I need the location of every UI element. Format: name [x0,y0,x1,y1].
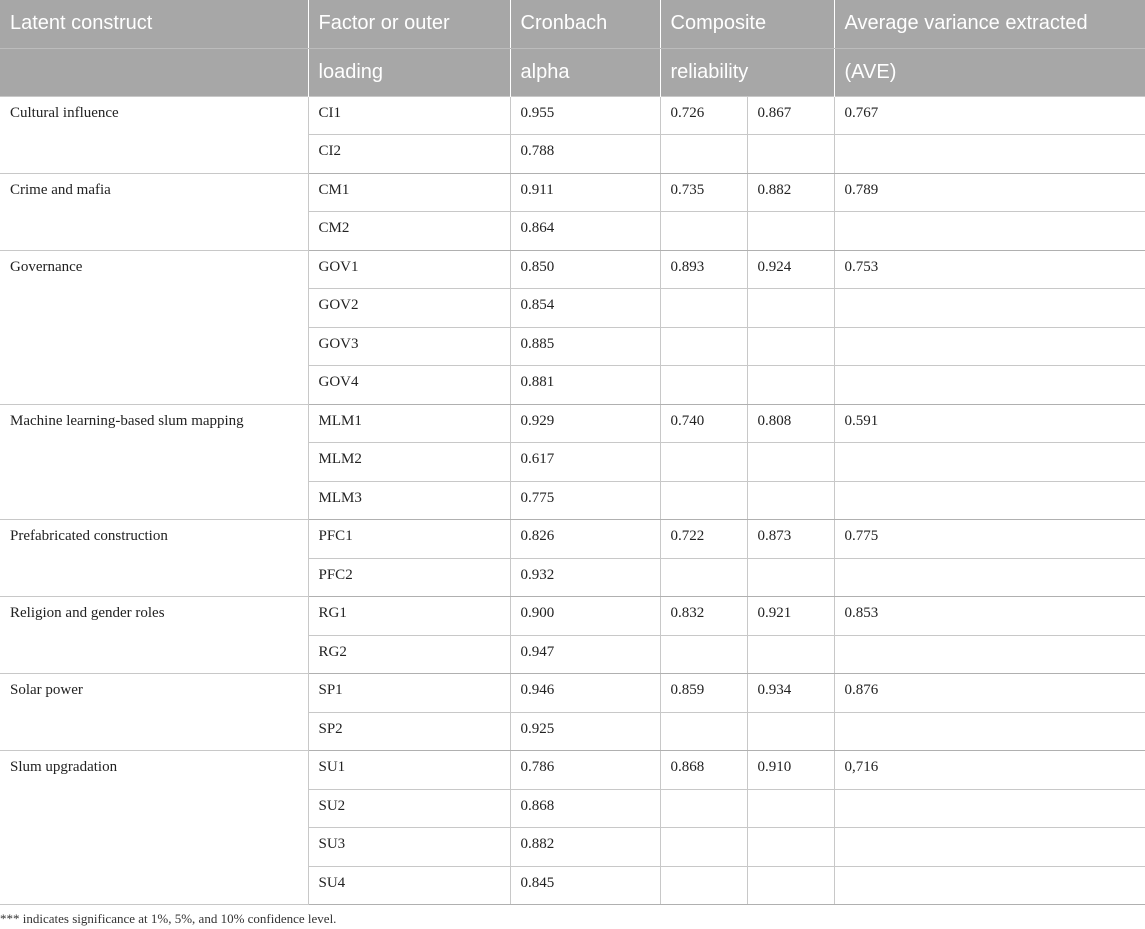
item-cell: SU3 [308,828,510,867]
alpha-cell [660,481,747,520]
composite-reliability-cell [747,212,834,251]
loading-cell: 0.900 [510,597,660,636]
header-row-1 [0,0,1145,48]
ave-cell [834,712,1145,751]
header-latent-construct: Latent construct [0,0,308,48]
ave-cell: 0.853 [834,597,1145,636]
ave-cell [834,558,1145,597]
ave-cell: 0.767 [834,96,1145,135]
composite-reliability-cell: 0.873 [747,520,834,559]
alpha-cell [660,212,747,251]
ave-cell [834,289,1145,328]
construct-cell: Crime and mafia [0,173,308,250]
ave-cell [834,635,1145,674]
composite-reliability-cell: 0.924 [747,250,834,289]
composite-reliability-cell [747,635,834,674]
ave-cell [834,481,1145,520]
header-row-2 [0,48,1145,96]
alpha-cell [660,135,747,174]
table-row [0,250,1145,289]
item-cell: CI1 [308,96,510,135]
alpha-cell: 0.893 [660,250,747,289]
composite-reliability-cell [747,558,834,597]
table-row [0,597,1145,636]
alpha-cell [660,635,747,674]
loading-cell: 0.955 [510,96,660,135]
composite-reliability-cell [747,135,834,174]
alpha-cell [660,828,747,867]
ave-cell: 0.591 [834,404,1145,443]
alpha-cell [660,443,747,482]
composite-reliability-cell [747,828,834,867]
ave-cell [834,327,1145,366]
alpha-cell [660,327,747,366]
item-cell: PFC2 [308,558,510,597]
header-cronbach-alpha: Cronbach [510,0,660,48]
header-cronbach-alpha-cont: alpha [510,48,660,96]
item-cell: SU1 [308,751,510,790]
ave-cell [834,828,1145,867]
item-cell: GOV3 [308,327,510,366]
item-cell: SU2 [308,789,510,828]
loading-cell: 0.947 [510,635,660,674]
ave-cell [834,212,1145,251]
composite-reliability-cell: 0.867 [747,96,834,135]
alpha-cell [660,289,747,328]
header-factor-loading-cont: loading [308,48,510,96]
alpha-cell [660,866,747,905]
loading-cell: 0.946 [510,674,660,713]
alpha-cell [660,366,747,405]
loading-cell: 0.929 [510,404,660,443]
ave-cell: 0.789 [834,173,1145,212]
construct-cell: Religion and gender roles [0,597,308,674]
alpha-cell [660,712,747,751]
item-cell: GOV4 [308,366,510,405]
construct-cell: Machine learning-based slum mapping [0,404,308,520]
loading-cell: 0.885 [510,327,660,366]
item-cell: RG1 [308,597,510,636]
loading-cell: 0.925 [510,712,660,751]
composite-reliability-cell: 0.882 [747,173,834,212]
table-header [0,0,1145,96]
loading-cell: 0.932 [510,558,660,597]
alpha-cell: 0.859 [660,674,747,713]
loading-cell: 0.881 [510,366,660,405]
composite-reliability-cell [747,327,834,366]
item-cell: SP1 [308,674,510,713]
loading-cell: 0.882 [510,828,660,867]
header-ave-cont: (AVE) [834,48,1145,96]
loading-cell: 0.850 [510,250,660,289]
table-row [0,173,1145,212]
item-cell: GOV2 [308,289,510,328]
table-row [0,674,1145,713]
ave-cell [834,443,1145,482]
item-cell: PFC1 [308,520,510,559]
alpha-cell: 0.868 [660,751,747,790]
ave-cell: 0.876 [834,674,1145,713]
construct-cell: Governance [0,250,308,404]
construct-cell: Solar power [0,674,308,751]
ave-cell [834,789,1145,828]
table-row [0,751,1145,790]
composite-reliability-cell [747,712,834,751]
item-cell: SP2 [308,712,510,751]
item-cell: SU4 [308,866,510,905]
loading-cell: 0.788 [510,135,660,174]
composite-reliability-cell [747,366,834,405]
item-cell: MLM1 [308,404,510,443]
composite-reliability-cell [747,289,834,328]
construct-cell: Cultural influence [0,96,308,173]
alpha-cell: 0.735 [660,173,747,212]
construct-cell: Slum upgradation [0,751,308,905]
loading-cell: 0.786 [510,751,660,790]
table-row [0,404,1145,443]
alpha-cell: 0.726 [660,96,747,135]
header-composite-reliability: Composite [660,0,834,48]
ave-cell [834,366,1145,405]
composite-reliability-cell [747,443,834,482]
loading-cell: 0.617 [510,443,660,482]
alpha-cell [660,558,747,597]
composite-reliability-cell: 0.910 [747,751,834,790]
loading-cell: 0.826 [510,520,660,559]
alpha-cell: 0.722 [660,520,747,559]
table-body [0,96,1145,905]
composite-reliability-cell: 0.808 [747,404,834,443]
ave-cell: 0,716 [834,751,1145,790]
item-cell: RG2 [308,635,510,674]
composite-reliability-cell: 0.934 [747,674,834,713]
item-cell: MLM3 [308,481,510,520]
ave-cell [834,866,1145,905]
table-footnote: *** indicates significance at 1%, 5%, and 10% confidence level. [0,911,337,926]
item-cell: GOV1 [308,250,510,289]
table-row [0,520,1145,559]
composite-reliability-cell [747,866,834,905]
ave-cell [834,135,1145,174]
item-cell: CM2 [308,212,510,251]
composite-reliability-cell: 0.921 [747,597,834,636]
item-cell: CM1 [308,173,510,212]
loading-cell: 0.845 [510,866,660,905]
loading-cell: 0.911 [510,173,660,212]
header-ave: Average variance extracted [834,0,1145,48]
alpha-cell: 0.832 [660,597,747,636]
header-latent-construct-cont [0,48,308,96]
alpha-cell: 0.740 [660,404,747,443]
ave-cell: 0.775 [834,520,1145,559]
composite-reliability-cell [747,481,834,520]
header-composite-reliability-cont: reliability [660,48,834,96]
item-cell: MLM2 [308,443,510,482]
ave-cell: 0.753 [834,250,1145,289]
header-factor-loading: Factor or outer [308,0,510,48]
loading-cell: 0.868 [510,789,660,828]
loading-cell: 0.854 [510,289,660,328]
item-cell: CI2 [308,135,510,174]
loading-cell: 0.775 [510,481,660,520]
construct-cell: Prefabricated construction [0,520,308,597]
alpha-cell [660,789,747,828]
loading-cell: 0.864 [510,212,660,251]
table-row [0,96,1145,135]
composite-reliability-cell [747,789,834,828]
